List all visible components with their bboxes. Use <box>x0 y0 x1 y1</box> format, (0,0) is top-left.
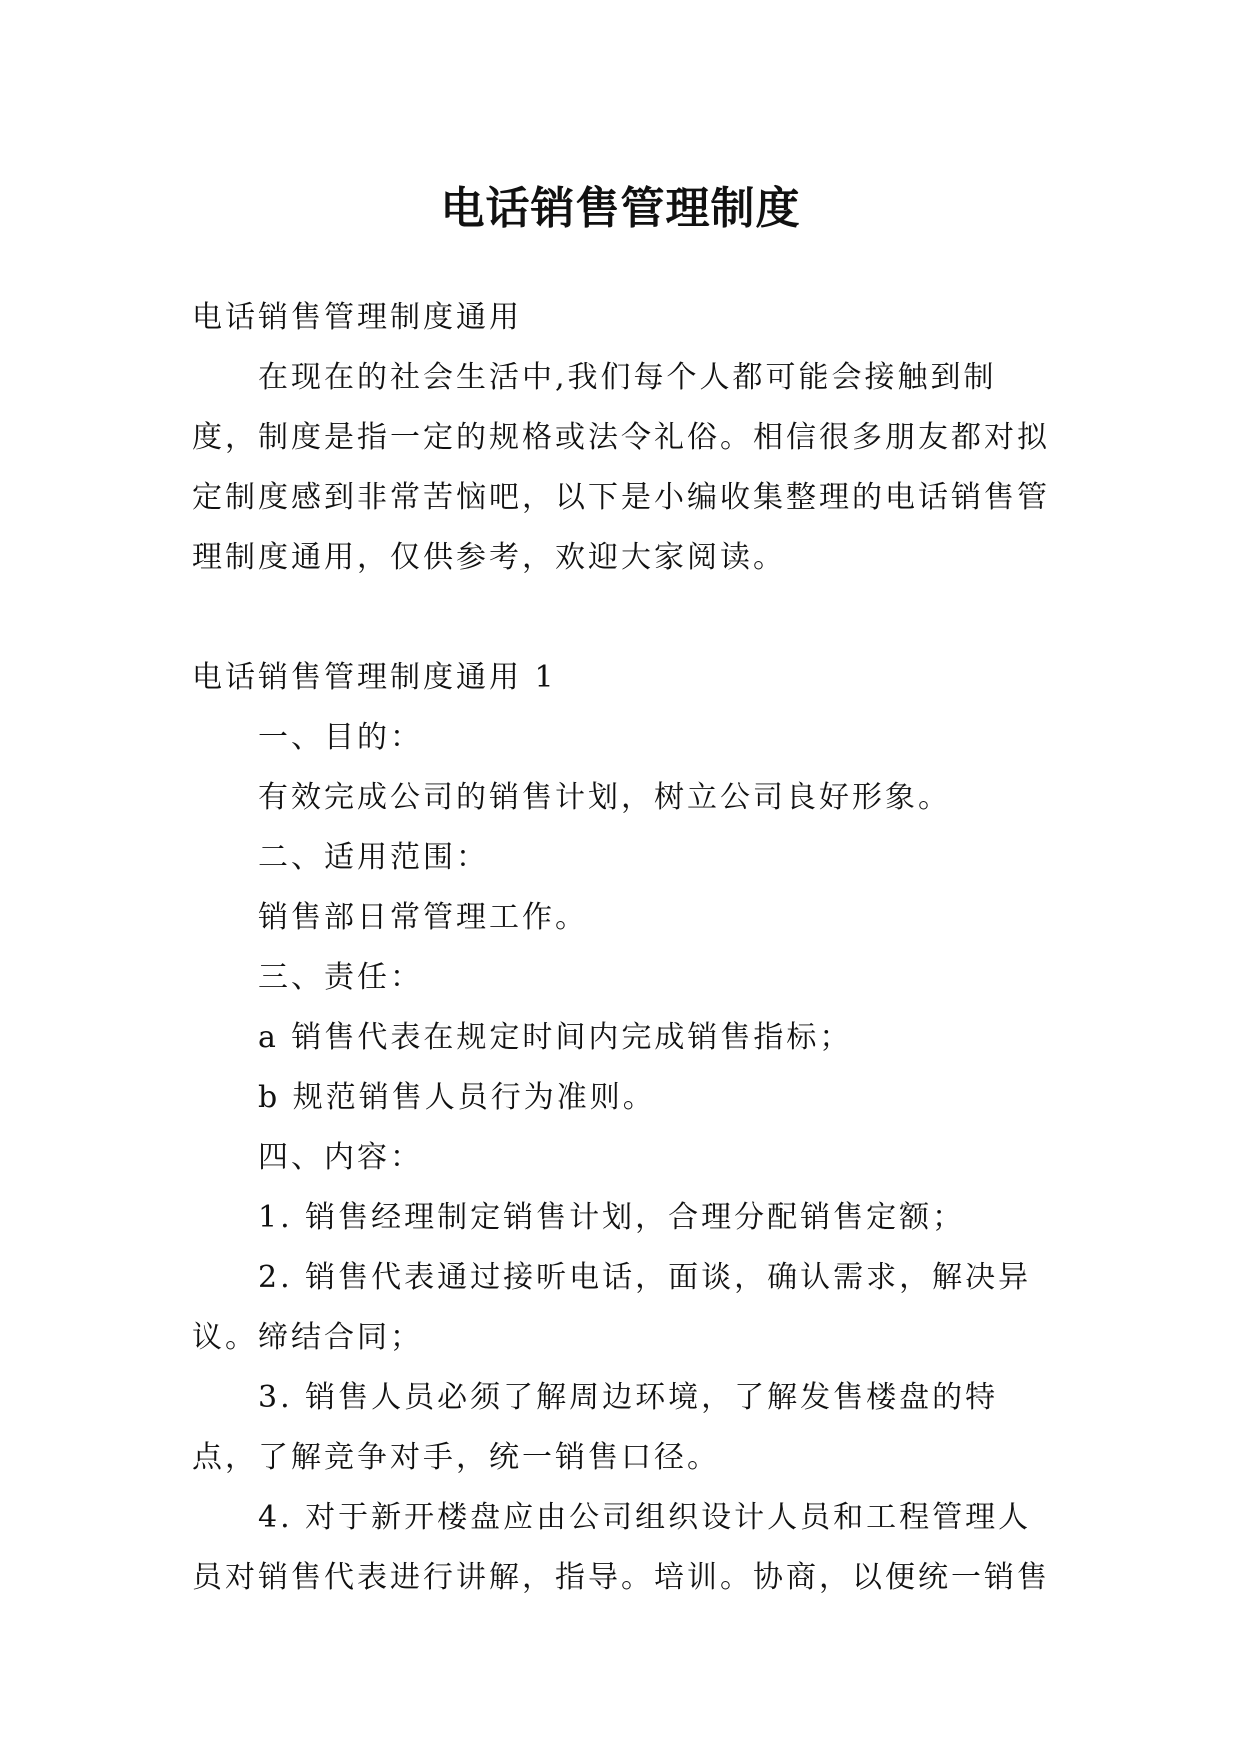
document-body <box>192 288 1054 1608</box>
content-item-3: 3. 销售人员必须了解周边环境，了解发售楼盘的特点，了解竞争对手，统一销售口径。 <box>192 1380 999 1475</box>
document-heading: 电话销售管理制度通用 <box>192 300 522 335</box>
document-title: 电话销售管理制度 <box>440 183 801 235</box>
content-item-4: 4. 对于新开楼盘应由公司组织设计人员和工程管理人员对销售代表进行讲解，指导。培训。协商，以便统一销售 <box>192 1500 1050 1595</box>
intro-paragraph: 在现在的社会生活中,我们每个人都可能会接触到制度，制度是指一定的规格或法令礼俗。相信很多朋友都对拟定制度感到非常苦恼吧，以下是小编收集整理的电话销售管理制度通用，仅供参考，欢迎大家阅读。 <box>192 360 1050 575</box>
scope-text: 销售部日常管理工作。 <box>258 900 588 935</box>
content-item-2: 2. 销售代表通过接听电话，面谈，确认需求，解决异议。缔结合同； <box>192 1260 1032 1355</box>
paragraph-gap <box>192 588 1054 648</box>
purpose-text: 有效完成公司的销售计划，树立公司良好形象。 <box>258 780 951 815</box>
content-item-1: 1. 销售经理制定销售计划，合理分配销售定额； <box>258 1200 966 1235</box>
scope-label: 二、适用范围： <box>258 840 489 875</box>
duty-item-a: a 销售代表在规定时间内完成销售指标； <box>258 1020 853 1055</box>
section-heading: 电话销售管理制度通用 1 <box>192 660 557 695</box>
duty-label: 三、责任： <box>258 960 423 995</box>
purpose-label: 一、目的： <box>258 720 423 755</box>
content-label: 四、内容： <box>258 1140 423 1175</box>
duty-item-b: b 规范销售人员行为准则。 <box>258 1080 656 1115</box>
